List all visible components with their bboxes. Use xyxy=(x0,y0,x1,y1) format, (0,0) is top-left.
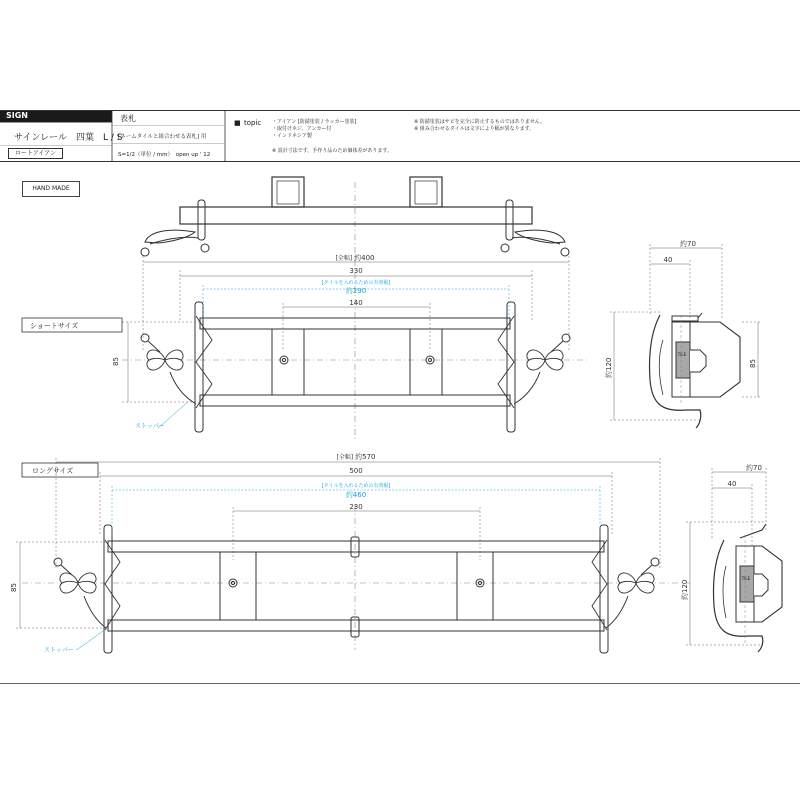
svg-text:ロングサイズ: ロングサイズ xyxy=(32,467,74,475)
long-tile-width: 約460 xyxy=(345,491,367,499)
long-side-70: 約70 xyxy=(746,464,762,472)
long-side-120: 約120 xyxy=(681,579,689,600)
topic-item: ・インドネシア製 xyxy=(272,133,312,139)
svg-text:ショートサイズ: ショートサイズ xyxy=(30,322,79,330)
topic-square-icon: ■ xyxy=(234,119,241,127)
short-tile-text: TILE xyxy=(677,352,687,357)
hand-made-badge: HAND MADE xyxy=(22,181,80,197)
long-tile-note: [タイルを入れるための有効幅] xyxy=(321,483,391,489)
long-side-40: 40 xyxy=(727,480,737,488)
note-item: ※ 防錆塗装はサビを完全に防止するものではありません。 xyxy=(414,119,546,125)
short-side-120: 約120 xyxy=(605,357,613,378)
short-side-70: 約70 xyxy=(680,240,696,248)
product-name: サインレール 四葉 L / S xyxy=(14,133,123,143)
long-dim-230: 230 xyxy=(349,503,363,511)
long-overall-width: [全幅] 約570 xyxy=(336,453,376,461)
long-tile-text: TILE xyxy=(741,576,751,581)
short-overall-width: [全幅] 約400 xyxy=(335,254,375,262)
long-dim-500: 500 xyxy=(349,467,363,475)
short-stopper-label: ストッパー xyxy=(135,423,165,430)
short-side-40: 40 xyxy=(663,256,673,264)
short-side-85: 85 xyxy=(749,359,757,368)
short-dim-330: 330 xyxy=(349,267,363,275)
note-item: ※ 組み合わせるタイルは文字により幅が異なります。 xyxy=(414,126,535,132)
short-front-view xyxy=(122,302,590,432)
short-dim-140: 140 xyxy=(349,299,363,307)
short-height-85: 85 xyxy=(112,357,120,366)
long-size-label xyxy=(22,463,98,477)
short-top-view xyxy=(141,177,569,440)
long-side-view xyxy=(713,524,782,652)
material-badge: ロートアイアン xyxy=(8,148,63,159)
use-note: [ネームタイルと組合わせる表札] 用 xyxy=(118,134,207,140)
short-tile-width: 約290 xyxy=(345,287,367,295)
topic-item: ・取付けネジ、アンカー付 xyxy=(272,126,332,132)
scale-note: S=1/2（単位 / mm） open up ' 12 xyxy=(118,152,211,158)
short-side-view xyxy=(649,313,740,428)
long-front-view xyxy=(22,505,690,653)
topic-item: ・アイアン [防錆塗装 / ラッカー塗装] xyxy=(272,119,357,125)
sign-label: SIGN xyxy=(0,110,112,122)
category-label: 表札 xyxy=(120,114,136,123)
topic-label: topic xyxy=(244,119,262,127)
short-tile-note: [タイルを入れるための有効幅] xyxy=(321,280,391,286)
size-note: ※ 設計寸法です。手作り品のため個体差があります。 xyxy=(272,148,392,154)
long-stopper-label: ストッパー xyxy=(44,647,74,654)
short-size-label xyxy=(22,318,122,332)
long-height-85: 85 xyxy=(10,583,18,592)
